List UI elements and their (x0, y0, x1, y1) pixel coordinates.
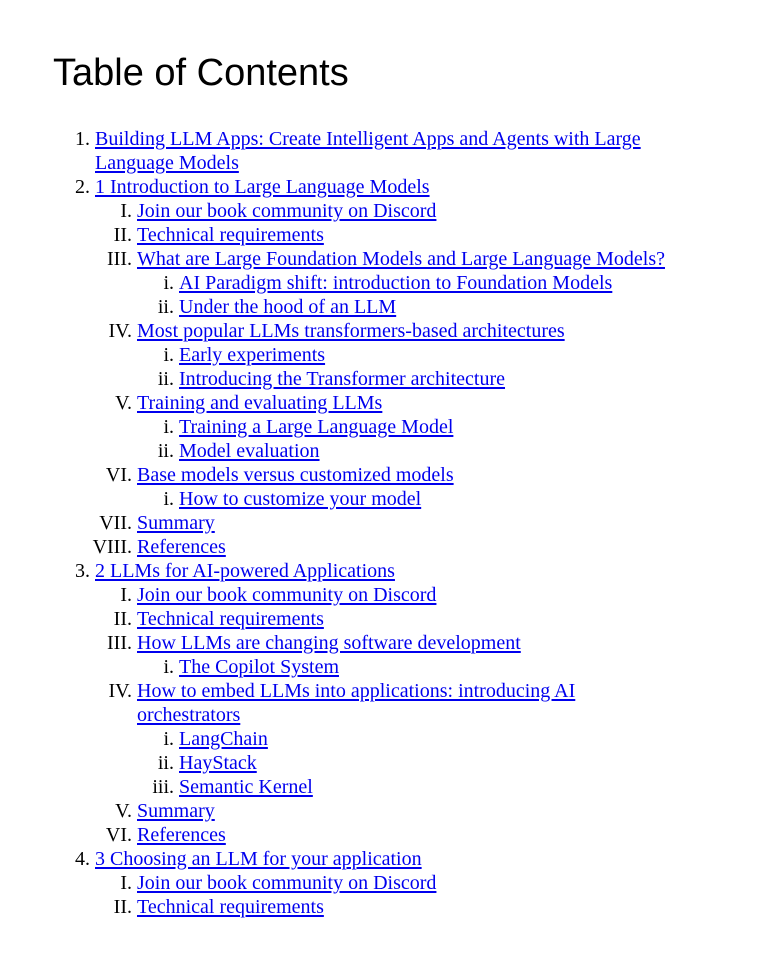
toc-subitem (137, 871, 695, 895)
toc-link[interactable]: Join our book community on Discord (137, 584, 437, 606)
toc-link[interactable]: AI Paradigm shift: introduction to Foundation Models (179, 272, 613, 294)
toc-subitem (137, 511, 695, 535)
toc-link[interactable]: Technical requirements (137, 608, 324, 630)
toc-link[interactable]: Technical requirements (137, 224, 324, 246)
toc-subsubitem (179, 295, 695, 319)
toc-subitem (137, 799, 695, 823)
toc-sublist (95, 871, 695, 919)
toc-link[interactable]: References (137, 824, 226, 846)
toc-subitem (137, 391, 695, 463)
toc-link[interactable]: 1 Introduction to Large Language Models (95, 176, 430, 198)
page-title: Table of Contents (53, 52, 349, 94)
toc-subitem (137, 247, 695, 319)
toc-link[interactable]: The Copilot System (179, 656, 339, 678)
toc-subsubitem (179, 775, 607, 799)
toc-subsublist (137, 271, 695, 319)
toc-subitem (137, 199, 695, 223)
toc-subsubitem (179, 415, 695, 439)
toc-link[interactable]: Join our book community on Discord (137, 200, 437, 222)
toc-subitem (137, 223, 695, 247)
toc-subsubitem (179, 367, 695, 391)
toc-subitem (137, 895, 695, 919)
toc-link[interactable]: HayStack (179, 752, 257, 774)
toc-subsubitem (179, 439, 695, 463)
toc-link[interactable]: How to embed LLMs into applications: introducing AI orchestrators (137, 680, 576, 726)
toc-link[interactable]: Semantic Kernel (179, 776, 313, 798)
toc-link[interactable]: Model evaluation (179, 440, 320, 462)
toc-sublist (95, 583, 695, 847)
toc-list (95, 127, 695, 919)
toc-subitem (137, 823, 695, 847)
toc-link[interactable]: Most popular LLMs transformers-based architectures (137, 320, 565, 342)
toc-subitem (137, 319, 695, 391)
toc-item (95, 559, 695, 847)
toc-item (95, 175, 695, 559)
toc-subsubitem (179, 751, 607, 775)
toc-link[interactable]: Early experiments (179, 344, 326, 366)
toc-link[interactable]: Summary (137, 800, 215, 822)
toc-link[interactable]: Training a Large Language Model (179, 416, 454, 438)
toc-subsublist (137, 727, 607, 799)
toc-subitem (137, 607, 695, 631)
toc-link[interactable]: References (137, 536, 226, 558)
toc-link[interactable]: Introducing the Transformer architecture (179, 368, 506, 390)
toc-sublist (95, 199, 695, 559)
toc-subitem (137, 583, 695, 607)
toc-link[interactable]: Under the hood of an LLM (179, 296, 397, 318)
toc-subsubitem (179, 655, 695, 679)
toc-item (95, 847, 695, 919)
toc-link[interactable]: What are Large Foundation Models and Large Language Models? (137, 248, 665, 270)
toc-subsublist (137, 655, 695, 679)
toc-subitem (137, 535, 695, 559)
toc-link[interactable]: LangChain (179, 728, 268, 750)
toc-link[interactable]: 2 LLMs for AI-powered Applications (95, 560, 395, 582)
toc-subsublist (137, 343, 695, 391)
toc-subitem (137, 631, 695, 679)
toc-subsublist (137, 415, 695, 463)
toc-link[interactable]: How to customize your model (179, 488, 422, 510)
toc-subitem (137, 679, 607, 799)
toc-subsubitem (179, 487, 695, 511)
toc-link[interactable]: How LLMs are changing software development (137, 632, 521, 654)
toc-subsublist (137, 487, 695, 511)
toc-subitem (137, 463, 695, 511)
toc-subsubitem (179, 343, 695, 367)
toc-link[interactable]: 3 Choosing an LLM for your application (95, 848, 422, 870)
toc-link[interactable]: Training and evaluating LLMs (137, 392, 383, 414)
toc-subsubitem (179, 727, 607, 751)
toc-link[interactable]: Join our book community on Discord (137, 872, 437, 894)
toc-link[interactable]: Base models versus customized models (137, 464, 454, 486)
toc-item (95, 127, 685, 175)
toc-link[interactable]: Summary (137, 512, 215, 534)
toc-link[interactable]: Technical requirements (137, 896, 324, 918)
toc-subsubitem (179, 271, 695, 295)
toc-link[interactable]: Building LLM Apps: Create Intelligent Apps and Agents with Large Language Models (95, 128, 641, 174)
